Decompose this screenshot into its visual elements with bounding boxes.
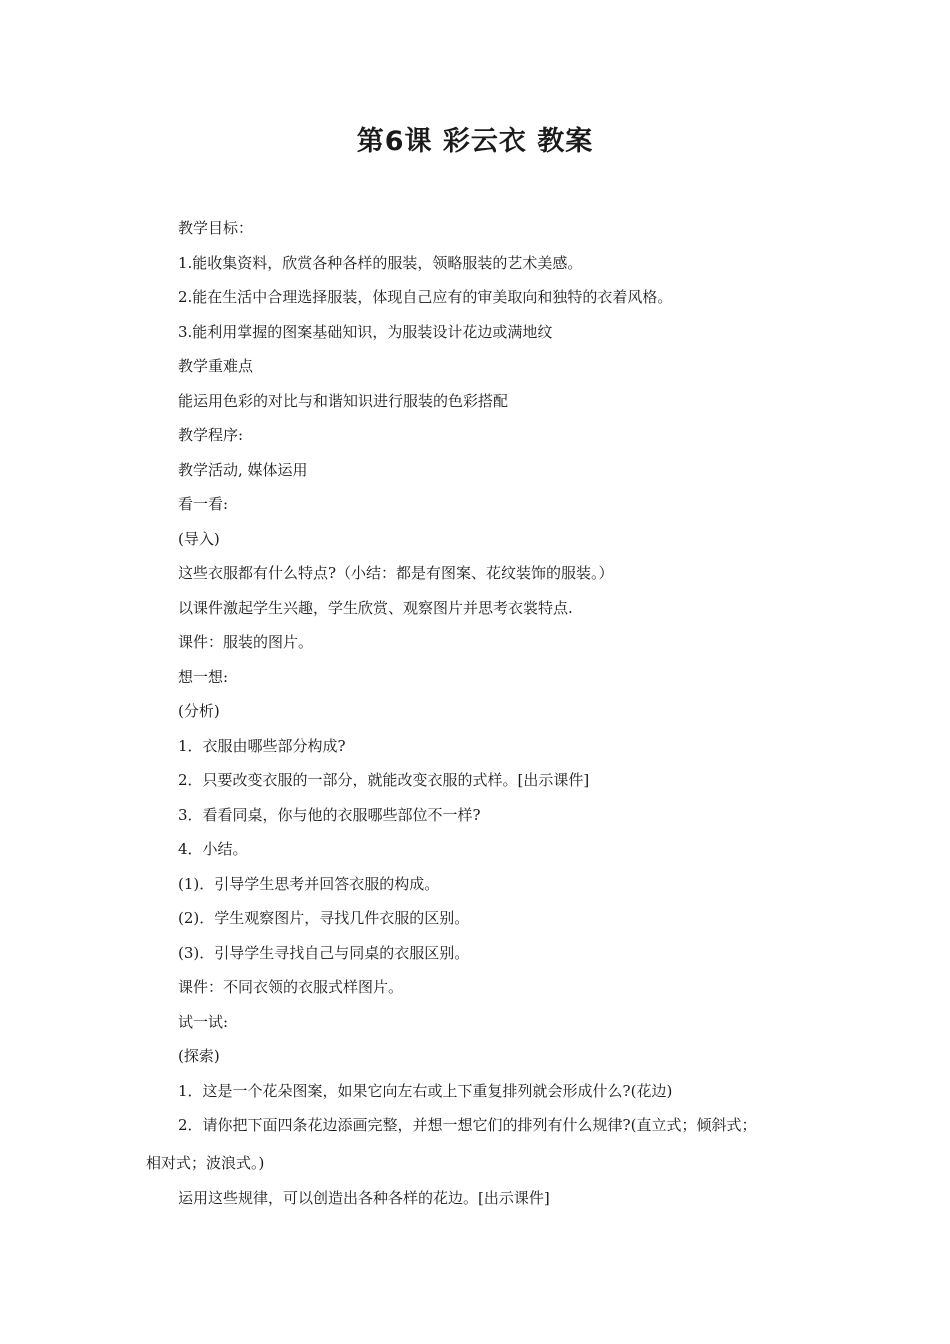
text-line: 教学重难点 (178, 357, 254, 375)
text-line: (2)．学生观察图片，寻找几件衣服的区别。 (178, 909, 470, 927)
text-line: (1)．引导学生思考并回答衣服的构成。 (178, 874, 440, 893)
text-line: 课件：不同衣领的衣服式样图片。 (178, 978, 404, 996)
document-title: 第6课 彩云衣 教案 (356, 126, 594, 157)
text-line: (分析) (178, 702, 220, 720)
text-line: 以课件激起学生兴趣，学生欣赏、观察图片并思考衣裳特点. (178, 598, 573, 617)
text-line: 4．小结。 (178, 840, 248, 858)
text-line: 1．这是一个花朵图案，如果它向左右或上下重复排列就会形成什么?(花边) (178, 1081, 673, 1100)
text-line: 教学程序: (178, 426, 244, 444)
text-line: 2．请你把下面四条花边添画完整，并想一想它们的排列有什么规律?(直立式；倾斜式； (178, 1116, 757, 1134)
text-line: 教学活动, 媒体运用 (178, 460, 308, 479)
text-line: 能运用色彩的对比与和谐知识进行服装的色彩搭配 (178, 391, 509, 410)
text-line: 1．衣服由哪些部分构成? (178, 736, 346, 755)
text-line: 想一想: (178, 667, 229, 686)
text-line: 2．只要改变衣服的一部分，就能改变衣服的式样。[出示课件] (178, 771, 590, 789)
text-line: 课件：服装的图片。 (178, 633, 314, 651)
text-line: 看一看: (178, 495, 229, 513)
text-line: 试一试: (178, 1012, 229, 1031)
text-line: 2.能在生活中合理选择服装，体现自己应有的审美取向和独特的衣着风格。 (178, 288, 673, 306)
text-line: 3．看看同桌，你与他的衣服哪些部位不一样? (178, 805, 481, 824)
text-line: 运用这些规律，可以创造出各种各样的花边。[出示课件] (178, 1189, 550, 1207)
text-line: 这些衣服都有什么特点?（小结：都是有图案、花纹装饰的服装。） (178, 564, 614, 582)
text-line: 1.能收集资料，欣赏各种各样的服装，领略服装的艺术美感。 (178, 253, 583, 272)
text-line: (导入) (178, 529, 220, 548)
text-line: 教学目标： (178, 219, 254, 237)
text-line: 3.能利用掌握的图案基础知识，为服装设计花边或满地纹 (178, 322, 553, 341)
text-line: 相对式；波浪式。) (146, 1154, 265, 1172)
text-line: (探索) (178, 1047, 220, 1065)
text-line: (3)．引导学生寻找自己与同桌的衣服区别。 (178, 943, 470, 962)
